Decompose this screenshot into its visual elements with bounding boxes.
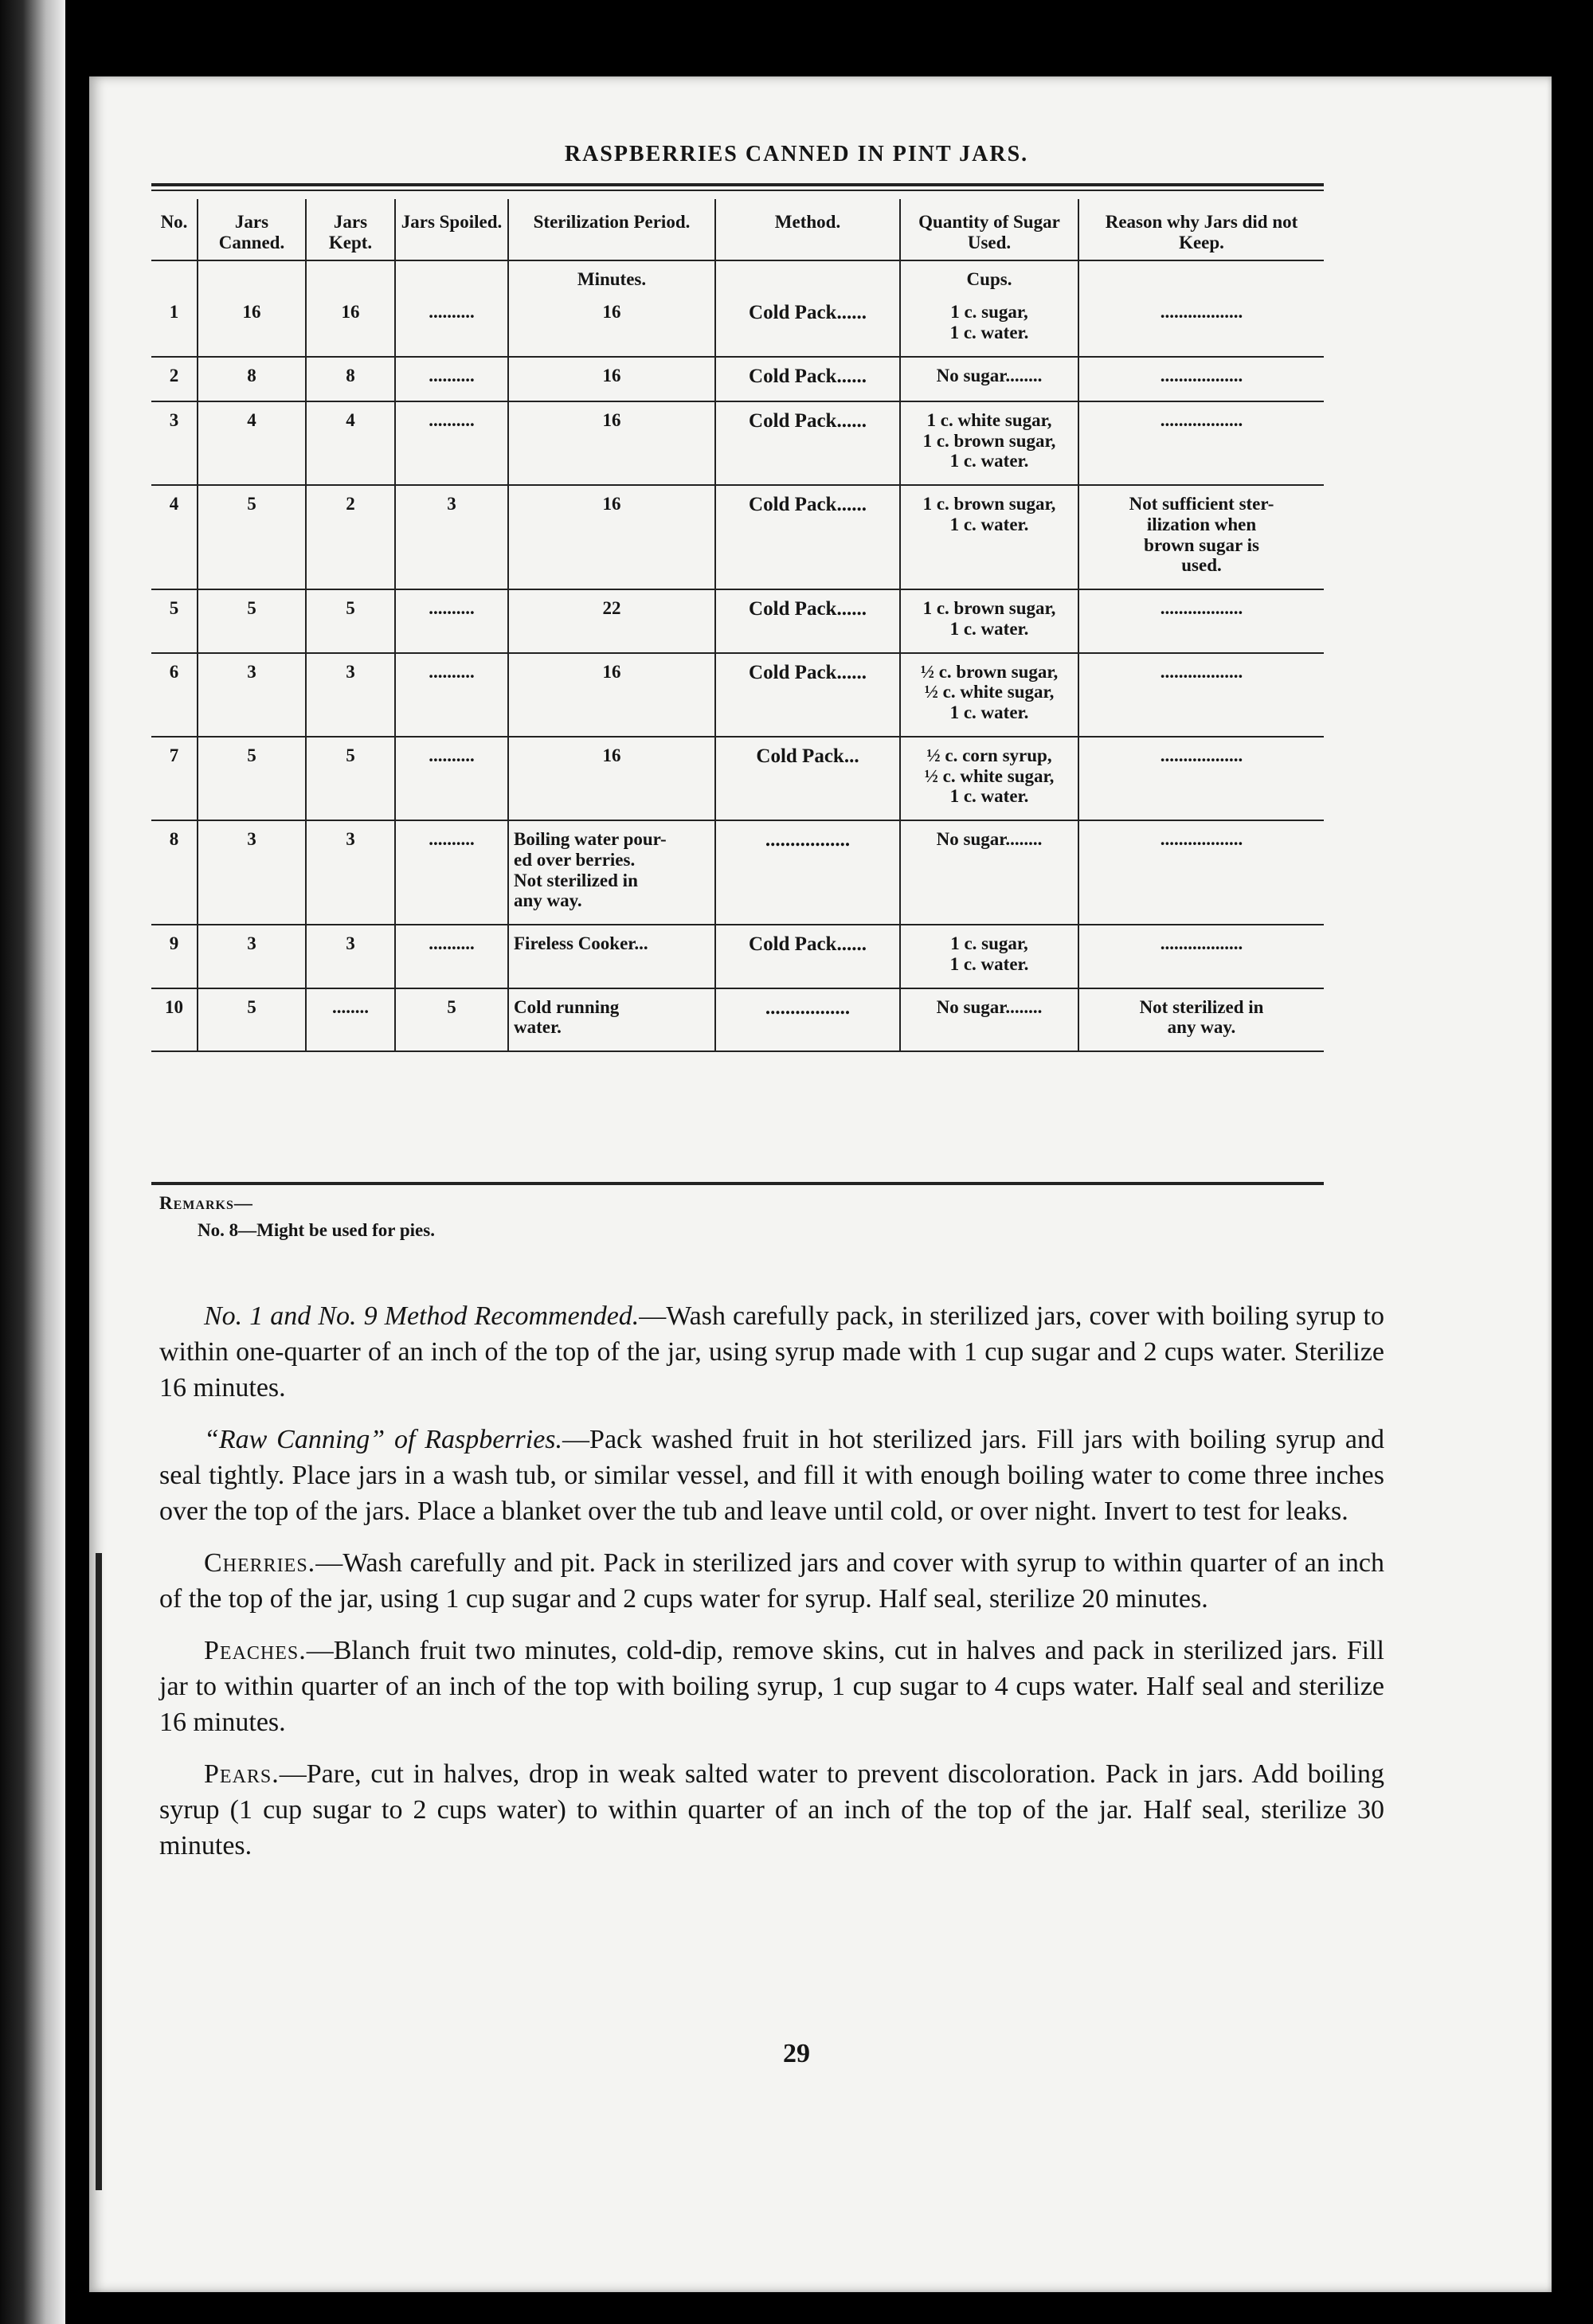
paragraph-pears: Pears.—Pare, cut in halves, drop in weak salted water to prevent discoloration. Pack in jars. Add boiling syrup (1 cup sugar to 2 cups water) to within quarter of an inch of the top of the jar. Half seal, sterilize 30 minutes.: [159, 1759, 1384, 1860]
header-no: No.: [151, 199, 198, 260]
cell-quantity: ½ c. corn syrup, ½ c. white sugar, 1 c. water.: [900, 737, 1078, 820]
remarks-block: [159, 1193, 435, 1241]
cell-quantity: 1 c. brown sugar, 1 c. water.: [900, 485, 1078, 589]
table-top-rule: [151, 183, 1324, 191]
page-number: 29: [783, 2039, 810, 2068]
cell-method: .................: [715, 988, 900, 1052]
table-row: [151, 485, 1324, 589]
cell-jars-canned: 5: [198, 988, 306, 1052]
cell-jars-canned: 16: [198, 294, 306, 357]
cell-jars-kept: ........: [306, 988, 395, 1052]
cell-method: Cold Pack......: [715, 589, 900, 653]
table-row: [151, 925, 1324, 988]
cell-jars-kept: 5: [306, 589, 395, 653]
table-row: [151, 820, 1324, 925]
cell-method: Cold Pack......: [715, 401, 900, 485]
cell-quantity: 1 c. sugar, 1 c. water.: [900, 925, 1078, 988]
unit-minutes: Minutes.: [508, 260, 715, 295]
cell-jars-kept: 2: [306, 485, 395, 589]
table-row: [151, 653, 1324, 737]
table-body: [151, 260, 1324, 1052]
cell-no: 5: [151, 589, 198, 653]
cell-method: Cold Pack...: [715, 737, 900, 820]
cell-jars-canned: 3: [198, 820, 306, 925]
table-row: [151, 294, 1324, 357]
cell-jars-kept: 4: [306, 401, 395, 485]
table-row: [151, 357, 1324, 401]
cell-sterilization-period: 16: [508, 357, 715, 401]
cell-quantity: 1 c. sugar, 1 c. water.: [900, 294, 1078, 357]
header-reason: Reason why Jars did not Keep.: [1078, 199, 1324, 260]
cell-sterilization-period: 16: [508, 401, 715, 485]
cell-jars-kept: 3: [306, 820, 395, 925]
page-edge-mark: [96, 1553, 102, 2190]
paragraph-method-recommended: No. 1 and No. 9 Method Recommended.—Wash carefully pack, in sterilized jars, cover with boiling syrup to within one-quarter of an inch of the top of the jar, using syrup made with 1 cup sugar and 2 cups water. Sterilize 16 minutes.: [159, 1301, 1384, 1403]
cell-method: Cold Pack......: [715, 294, 900, 357]
cell-reason: Not sufficient ster- ilization when brown sugar is used.: [1078, 485, 1324, 589]
units-row: [151, 260, 1324, 295]
paragraph-cherries: Cherries.—Wash carefully and pit. Pack in sterilized jars and cover with syrup to within quarter of an inch of the top of the jar, using 1 cup sugar and 2 cups water for syrup. Half seal, sterilize 20 minutes.: [159, 1548, 1384, 1614]
cell-jars-kept: 16: [306, 294, 395, 357]
cell-jars-spoiled: ..........: [395, 925, 508, 988]
cell-jars-canned: 3: [198, 925, 306, 988]
table-title: RASPBERRIES CANNED IN PINT JARS.: [564, 142, 1029, 166]
cell-method: Cold Pack......: [715, 485, 900, 589]
cell-jars-spoiled: 3: [395, 485, 508, 589]
table-row: [151, 401, 1324, 485]
cell-jars-spoiled: ..........: [395, 401, 508, 485]
cell-jars-canned: 5: [198, 589, 306, 653]
cell-reason: ..................: [1078, 820, 1324, 925]
cell-reason: ..................: [1078, 737, 1324, 820]
cell-sterilization-period: 16: [508, 485, 715, 589]
cell-jars-kept: 8: [306, 357, 395, 401]
remarks-note: No. 8—Might be used for pies.: [198, 1220, 435, 1240]
header-jars-canned: Jars Canned.: [198, 199, 306, 260]
cell-reason: ..................: [1078, 925, 1324, 988]
table-row: [151, 589, 1324, 653]
cell-sterilization-period: 16: [508, 737, 715, 820]
cell-sterilization-period: 22: [508, 589, 715, 653]
cell-jars-canned: 3: [198, 653, 306, 737]
cell-quantity: No sugar........: [900, 357, 1078, 401]
header-method: Method.: [715, 199, 900, 260]
cell-method: Cold Pack......: [715, 653, 900, 737]
body-text: [159, 1298, 1384, 1880]
cell-jars-spoiled: ..........: [395, 653, 508, 737]
header-jars-kept: Jars Kept.: [306, 199, 395, 260]
cell-sterilization-period: 16: [508, 294, 715, 357]
cell-reason: ..................: [1078, 401, 1324, 485]
cell-quantity: No sugar........: [900, 988, 1078, 1052]
cell-quantity: 1 c. white sugar, 1 c. brown sugar, 1 c. water.: [900, 401, 1078, 485]
cell-jars-spoiled: ..........: [395, 294, 508, 357]
table-bottom-rule: [151, 1182, 1324, 1185]
cell-jars-spoiled: ..........: [395, 357, 508, 401]
cell-no: 2: [151, 357, 198, 401]
table-row: [151, 988, 1324, 1052]
table-header-row: [151, 199, 1324, 260]
cell-quantity: 1 c. brown sugar, 1 c. water.: [900, 589, 1078, 653]
cell-no: 4: [151, 485, 198, 589]
cell-jars-kept: 3: [306, 925, 395, 988]
cell-reason: ..................: [1078, 357, 1324, 401]
cell-quantity: No sugar........: [900, 820, 1078, 925]
paragraph-raw-canning: “Raw Canning” of Raspberries.—Pack washed fruit in hot sterilized jars. Fill jars with boiling syrup and seal tightly. Place jars in a wash tub, or similar vessel, and fill it with enough boiling water to come three inches over the top of the jars. Place a blanket over the tub and leave until cold, or over night. Invert to test for leaks.: [159, 1425, 1384, 1526]
cell-jars-spoiled: ..........: [395, 820, 508, 925]
remarks-heading: Remarks—: [159, 1193, 253, 1213]
raspberries-table: [151, 199, 1324, 1052]
cell-no: 1: [151, 294, 198, 357]
paragraph-peaches: Peaches.—Blanch fruit two minutes, cold-dip, remove skins, cut in halves and pack in sterilized jars. Fill jar to within quarter of an inch of the top with boiling syrup, 1 cup sugar to 4 cups water. Half seal and sterilize 16 minutes.: [159, 1636, 1384, 1737]
header-sterilization-period: Sterilization Period.: [508, 199, 715, 260]
cell-sterilization-period: Fireless Cooker...: [508, 925, 715, 988]
cell-reason: Not sterilized in any way.: [1078, 988, 1324, 1052]
unit-cups: Cups.: [900, 260, 1078, 295]
cell-no: 7: [151, 737, 198, 820]
cell-method: Cold Pack......: [715, 357, 900, 401]
cell-no: 10: [151, 988, 198, 1052]
cell-reason: ..................: [1078, 653, 1324, 737]
cell-no: 3: [151, 401, 198, 485]
cell-sterilization-period: Boiling water pour- ed over berries. Not sterilized in any way.: [508, 820, 715, 925]
header-jars-spoiled: Jars Spoiled.: [395, 199, 508, 260]
cell-jars-kept: 5: [306, 737, 395, 820]
cell-jars-spoiled: ..........: [395, 737, 508, 820]
cell-no: 9: [151, 925, 198, 988]
header-quantity-of-sugar: Quantity of Sugar Used.: [900, 199, 1078, 260]
cell-jars-canned: 8: [198, 357, 306, 401]
cell-no: 8: [151, 820, 198, 925]
cell-sterilization-period: 16: [508, 653, 715, 737]
cell-no: 6: [151, 653, 198, 737]
cell-jars-canned: 5: [198, 485, 306, 589]
cell-jars-canned: 5: [198, 737, 306, 820]
cell-jars-spoiled: ..........: [395, 589, 508, 653]
cell-method: .................: [715, 820, 900, 925]
cell-jars-canned: 4: [198, 401, 306, 485]
cell-jars-spoiled: 5: [395, 988, 508, 1052]
cell-sterilization-period: Cold running water.: [508, 988, 715, 1052]
cell-reason: ..................: [1078, 589, 1324, 653]
book-spine-shadow: [0, 0, 65, 2324]
cell-reason: ..................: [1078, 294, 1324, 357]
cell-jars-kept: 3: [306, 653, 395, 737]
cell-method: Cold Pack......: [715, 925, 900, 988]
table-row: [151, 737, 1324, 820]
cell-quantity: ½ c. brown sugar, ½ c. white sugar, 1 c. water.: [900, 653, 1078, 737]
